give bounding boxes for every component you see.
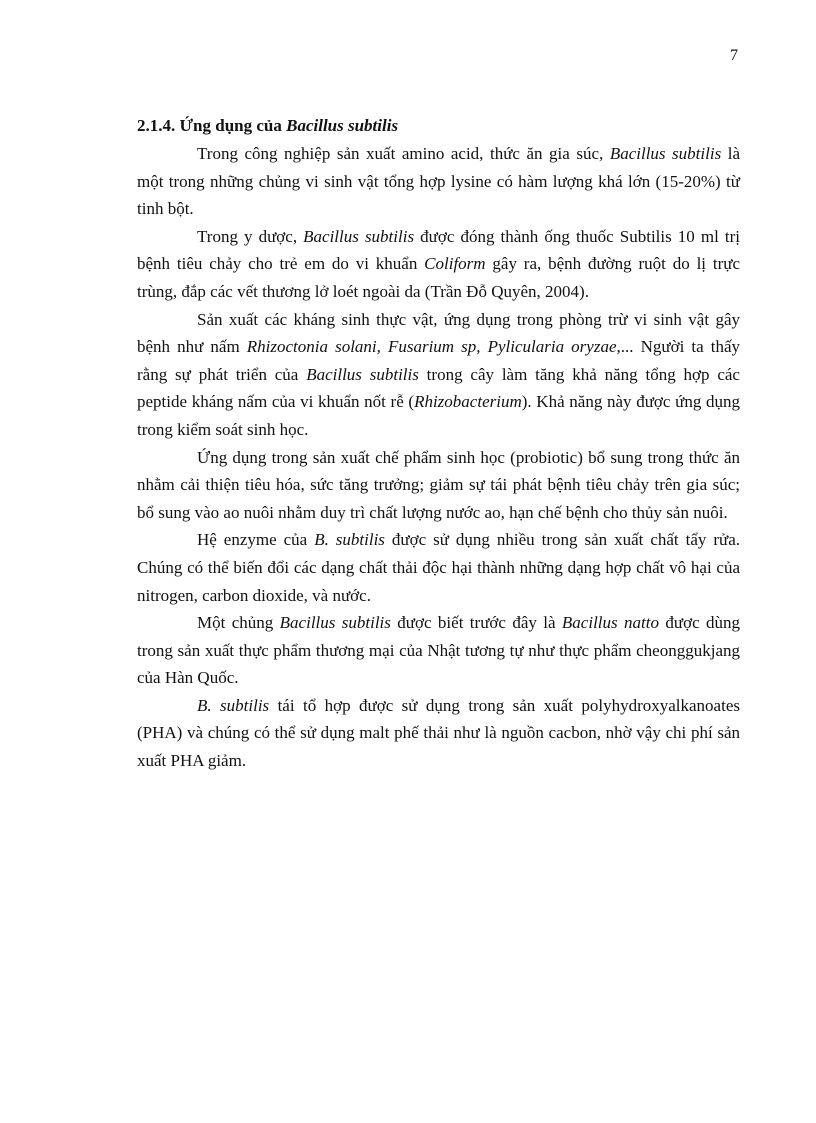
paragraph-p1: [137, 140, 740, 223]
paragraph-text: Trong công nghiệp sản xuất amino acid, thức ăn gia súc,: [197, 144, 610, 163]
scientific-name: Rhizoctonia solani, Fusarium sp, Pylicularia oryzae: [246, 337, 617, 357]
page-number: 7: [730, 47, 738, 64]
paragraph-text: Trong y dược,: [197, 226, 304, 246]
paragraph-p5: [137, 526, 740, 609]
paragraph-p2: [137, 223, 740, 306]
section-title-species: Bacillus subtilis: [286, 116, 399, 135]
paragraph-p6: [137, 609, 740, 692]
paragraph-text: được đóng thành ống thuốc Subtilis 10 ml trị bệnh tiêu chảy cho trẻ em do vi khuẩn: [137, 226, 740, 274]
paragraph-text: Sản xuất các kháng sinh thực vật, ứng dụng trong phòng trừ vi sinh vật gây bệnh như nấm: [137, 309, 740, 357]
paragraph-text: trong cây làm tăng khả năng tổng hợp các peptide kháng nấm của vi khuẩn nốt rễ (: [137, 364, 740, 412]
section-number: 2.1.4.: [137, 116, 176, 135]
scientific-name: Bacillus subtilis: [306, 364, 419, 384]
paragraph-text: được biết trước đây là: [390, 613, 562, 633]
paragraph-text: gây ra, bệnh đường ruột do lị trực trùng, đắp các vết thương lở loét ngoài da (Trần Đỗ Quyên, 2004).: [137, 254, 740, 301]
paragraph-text: tái tổ hợp được sử dụng trong sản xuất polyhydroxyalkanoates (PHA) và chúng có thể sử dụng malt phế thải như là nguồn cacbon, nhờ vậy chi phí sản xuất PHA giảm.: [137, 695, 740, 771]
paragraph-p7: [137, 692, 740, 775]
paragraph-text: Ứng dụng trong sản xuất chế phẩm sinh học (probiotic) bổ sung trong thức ăn nhằm cải thiện tiêu hóa, sức tăng trưởng; giảm sự tái phát bệnh tiêu chảy trên gia súc; bổ sung vào ao nuôi nhằm duy trì chất lượng nước ao, hạn chế bệnh cho thủy sản nuôi.: [137, 447, 740, 522]
paragraph-text: được sử dụng nhiều trong sản xuất chất tẩy rửa. Chúng có thể biến đổi các dạng chất thải độc hại thành những dạng hợp chất vô hại của nitrogen, carbon dioxide, và nước.: [137, 530, 741, 605]
scientific-name: Bacillus subtilis: [279, 613, 391, 633]
paragraph-list: [137, 140, 740, 775]
section-title: Ứng dụng của: [179, 116, 282, 135]
scientific-name: Bacillus subtilis: [609, 144, 722, 163]
paragraph-p4: [137, 444, 740, 527]
scientific-name: B. subtilis: [197, 695, 270, 715]
scientific-name: Bacillus natto: [561, 613, 659, 633]
paragraph-text: Hệ enzyme của: [197, 530, 315, 550]
paragraph-text: là một trong những chủng vi sinh vật tổng hợp lysine có hàm lượng khá lớn (15-20%) từ tinh bột.: [137, 144, 740, 219]
scientific-name: Rhizobacterium: [414, 392, 522, 412]
scientific-name: B. subtilis: [314, 530, 385, 550]
paragraph-text: ). Khả năng này được ứng dụng trong kiểm soát sinh học.: [137, 392, 740, 439]
paragraph-text: được dùng trong sản xuất thực phẩm thương mại của Nhật tương tự như thực phẩm cheonggukjang của Hàn Quốc.: [137, 613, 741, 688]
paragraph-p3: [137, 306, 740, 444]
section-heading: [137, 112, 740, 140]
scientific-name: Coliform: [424, 254, 486, 274]
document-body: [137, 112, 740, 775]
paragraph-text: Một chủng: [197, 613, 280, 633]
paragraph-text: ,... Người ta thấy rằng sự phát triển của: [137, 337, 740, 384]
scientific-name: Bacillus subtilis: [303, 226, 415, 246]
